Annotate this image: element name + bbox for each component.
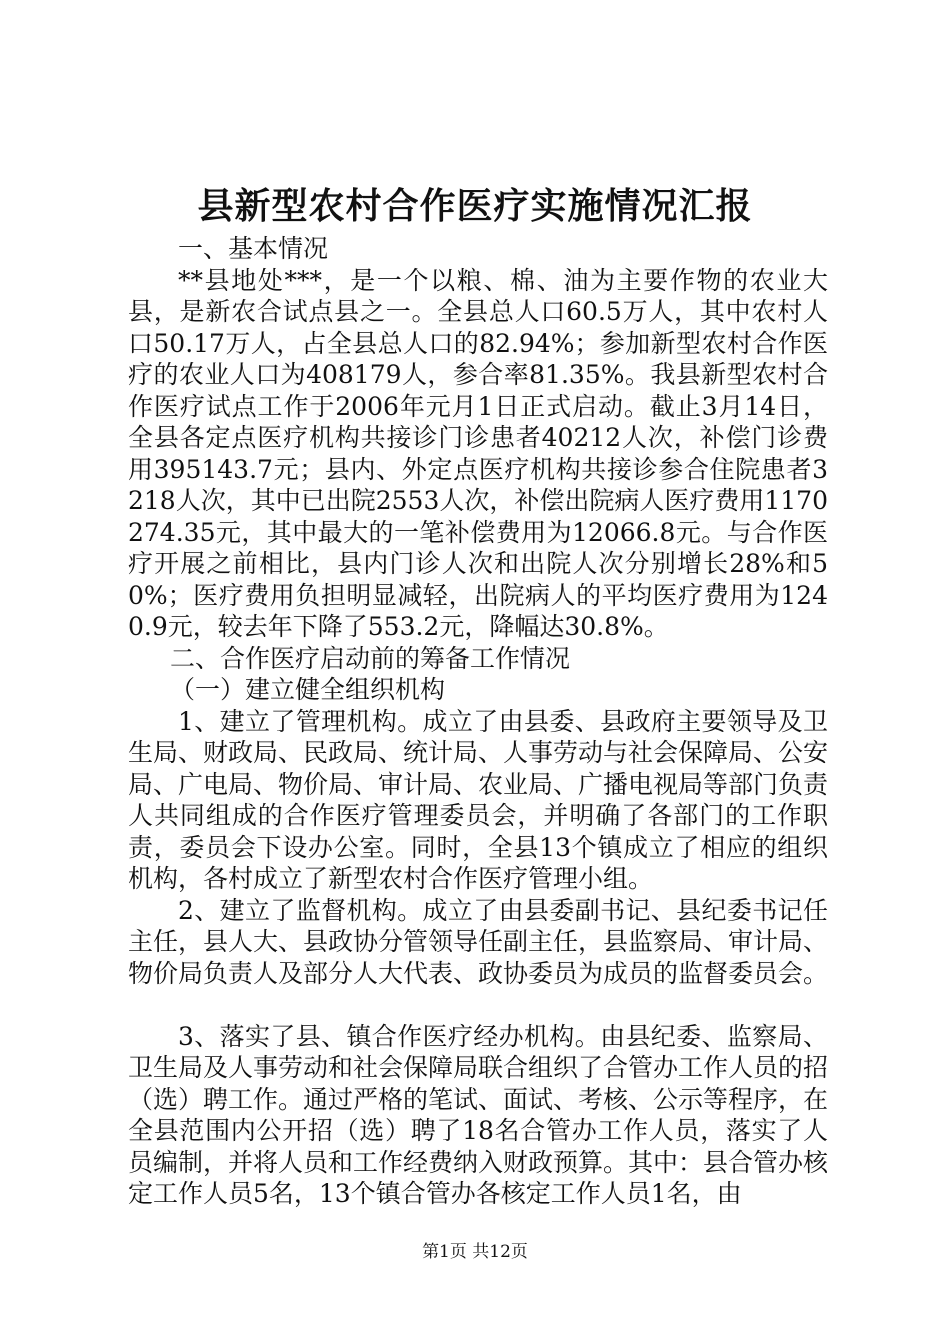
subheading-organization: （一）建立健全组织机构 (170, 675, 446, 704)
document-title: 县新型农村合作医疗实施情况汇报 (197, 185, 753, 227)
paragraph-agency: 3、落实了县、镇合作医疗经办机构。由县纪委、监察局、卫生局及人事劳动和社会保障局联合组织了合管办工作人员的招（选）聘工作。通过严格的笔试、面试、考核、公示等程序，在全县范围内公开招（选）聘了18名合管办工作人员，落实了人员编制，并将人员和工作经费纳入财政预算。其中：县合管办核定工作人员5名，13个镇合管办各核定工作人员1名，由 (128, 1021, 829, 1208)
page-number-footer: 第1页 共12页 (422, 1242, 528, 1262)
paragraph-management-body: 1、建立了管理机构。成立了由县委、县政府主要领导及卫生局、财政局、民政局、统计局、人事劳动与社会保障局、公安局、广电局、物价局、审计局、农业局、广播电视局等部门负责人共同组成的合作医疗管理委员会，并明确了各部门的工作职责，委员会下设办公室。同时，全县13个镇成立了相应的组织机构，各村成立了新型农村合作医疗管理小组。 (128, 706, 829, 893)
section-heading-preparation: 二、合作医疗启动前的筹备工作情况 (170, 643, 571, 673)
paragraph-supervision-body: 2、建立了监督机构。成立了由县委副书记、县纪委书记任主任，县人大、县政协分管领导任副主任，县监察局、审计局、物价局负责人及部分人大代表、政协委员为成员的监督委员会。 (128, 895, 829, 988)
document-body (128, 233, 828, 1210)
section-heading-basic-info: 一、基本情况 (178, 234, 329, 263)
paragraph-basic-info: **县地处***，是一个以粮、棉、油为主要作物的农业大县，是新农合试点县之一。全县总人口60.5万人，其中农村人口50.17万人，占全县总人口的82.94%；参加新型农村合作医疗的农业人口为408179人，参合率81.35%。我县新型农村合作医疗试点工作于2006年元月1日正式启动。截止3月14日，全县各定点医疗机构共接诊门诊患者40212人次，补偿门诊费用395143.7元；县内、外定点医疗机构共接诊参合住院患者3218人次，其中已出院2553人次，补偿出院病人医疗费用1170274.35元，其中最大的一笔补偿费用为12066.8元。与合作医疗开展之前相比，县内门诊人次和出院人次分别增长28%和50%；医疗费用负担明显减轻，出院病人的平均医疗费用为1240.9元，较去年下降了553.2元，降幅达30.8%。 (128, 265, 828, 641)
paragraph-spacer (128, 989, 828, 1021)
